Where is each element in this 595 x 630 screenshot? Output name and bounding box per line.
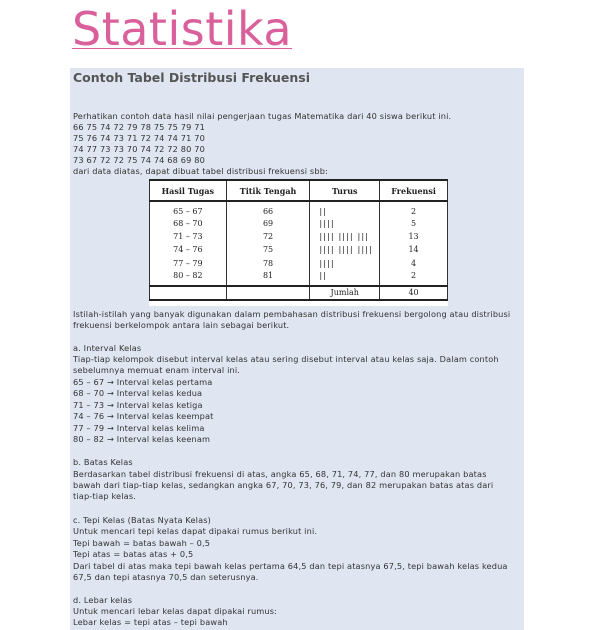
list-item: 71 – 73 → Interval kelas ketiga [73, 400, 203, 410]
formula-line: Lebar kelas = tepi atas – tepi bawah [73, 617, 228, 627]
section-heading: b. Batas Kelas [73, 457, 133, 467]
table-row [150, 270, 448, 286]
table-header: Hasil Tugas [150, 180, 227, 201]
cell-mid: 81 [226, 270, 310, 286]
paragraph-line: Tiap-tiap kelompok disebut interval kelas atau sering disebut interval atau kelas saja. Dalam contoh [73, 354, 499, 364]
paragraph-line: Dari tabel di atas maka tepi bawah kelas pertama 64,5 dan tepi atasnya 67,5, tepi bawah kelas kedua [73, 561, 508, 571]
cell-freq: 2 [380, 201, 448, 217]
data-line: 74 77 73 73 70 74 72 72 80 70 [73, 144, 205, 154]
cell-mid: 75 [226, 243, 310, 256]
paragraph-line: 67,5 dan tepi atasnya 70,5 dan seterusnya. [73, 572, 259, 582]
paragraph-line: Untuk mencari tepi kelas dapat dipakai rumus berikut ini. [73, 526, 318, 536]
total-value: 40 [380, 286, 448, 300]
frequency-table-image [149, 179, 448, 306]
list-item: 68 – 70 → Interval kelas kedua [73, 388, 203, 398]
intro-line: dari data diatas, dapat dibuat tabel distribusi frekuensi sbb: [73, 166, 328, 176]
data-line: 66 75 74 72 79 78 75 75 79 71 [73, 122, 205, 132]
cell-mid: 69 [226, 217, 310, 230]
list-item: 77 – 79 → Interval kelas kelima [73, 423, 205, 433]
cell-tally: || [310, 201, 380, 217]
cell-empty [150, 286, 227, 300]
table-row [150, 201, 448, 217]
cell-freq: 14 [380, 243, 448, 256]
table-header: Titik Tengah [226, 180, 310, 201]
section-heading: c. Tepi Kelas (Batas Nyata Kelas) [73, 515, 212, 525]
list-item: 80 – 82 → Interval kelas keenam [73, 434, 211, 444]
cell-range: 80 – 82 [150, 270, 227, 286]
frequency-table [149, 179, 448, 301]
list-item: 74 – 76 → Interval kelas keempat [73, 411, 214, 421]
paragraph-line: frekuensi berkelompok antara lain sebagai berikut. [73, 320, 290, 330]
table-total-row [150, 286, 448, 300]
cell-freq: 4 [380, 257, 448, 270]
data-line: 75 76 74 73 71 72 74 74 71 70 [73, 133, 205, 143]
page-title: Statistika [72, 2, 293, 56]
table-row [150, 217, 448, 230]
table-header: Frekuensi [380, 180, 448, 201]
formula-line: Tepi atas = batas atas + 0,5 [73, 549, 194, 559]
cell-range: 65 – 67 [150, 201, 227, 217]
cell-range: 74 – 76 [150, 243, 227, 256]
table-header: Turus [310, 180, 380, 201]
cell-freq: 2 [380, 270, 448, 286]
cell-tally: |||| [310, 257, 380, 270]
cell-range: 71 – 73 [150, 230, 227, 243]
cell-tally: |||| |||| ||| [310, 230, 380, 243]
paragraph-line: Berdasarkan tabel distribusi frekuensi di atas, angka 65, 68, 71, 74, 77, dan 80 merupakan batas [73, 469, 487, 479]
cell-range: 77 – 79 [150, 257, 227, 270]
paragraph-line: tiap-tiap kelas. [73, 491, 137, 501]
cell-tally: |||| [310, 217, 380, 230]
section-heading: d. Lebar kelas [73, 595, 133, 605]
paragraph-line: Untuk mencari lebar kelas dapat dipakai rumus: [73, 606, 278, 616]
cell-mid: 72 [226, 230, 310, 243]
cell-empty [226, 286, 310, 300]
cell-tally: || [310, 270, 380, 286]
cell-freq: 5 [380, 217, 448, 230]
data-line: 73 67 72 72 75 74 74 68 69 80 [73, 155, 205, 165]
table-row [150, 243, 448, 256]
section-subtitle: Contoh Tabel Distribusi Frekuensi [73, 70, 311, 85]
cell-range: 68 – 70 [150, 217, 227, 230]
paragraph-line: sebelumnya memuat enam interval ini. [73, 365, 241, 375]
table-row [150, 257, 448, 270]
section-heading: a. Interval Kelas [73, 343, 142, 353]
cell-mid: 66 [226, 201, 310, 217]
cell-freq: 13 [380, 230, 448, 243]
table-row [150, 230, 448, 243]
cell-tally: |||| |||| |||| [310, 243, 380, 256]
cell-mid: 78 [226, 257, 310, 270]
paragraph-line: bawah dari tiap-tiap kelas, sedangkan angka 67, 70, 73, 76, 79, dan 82 merupakan batas atas dari [73, 480, 494, 490]
formula-line: Tepi bawah = batas bawah – 0,5 [73, 538, 211, 548]
list-item: 65 – 67 → Interval kelas pertama [73, 377, 213, 387]
intro-line: Perhatikan contoh data hasil nilai pengerjaan tugas Matematika dari 40 siswa berikut ini. [73, 111, 452, 121]
total-label: Jumlah [310, 286, 380, 300]
paragraph-line: Istilah-istilah yang banyak digunakan dalam pembahasan distribusi frekuensi bergolong atau distribusi [73, 309, 511, 319]
